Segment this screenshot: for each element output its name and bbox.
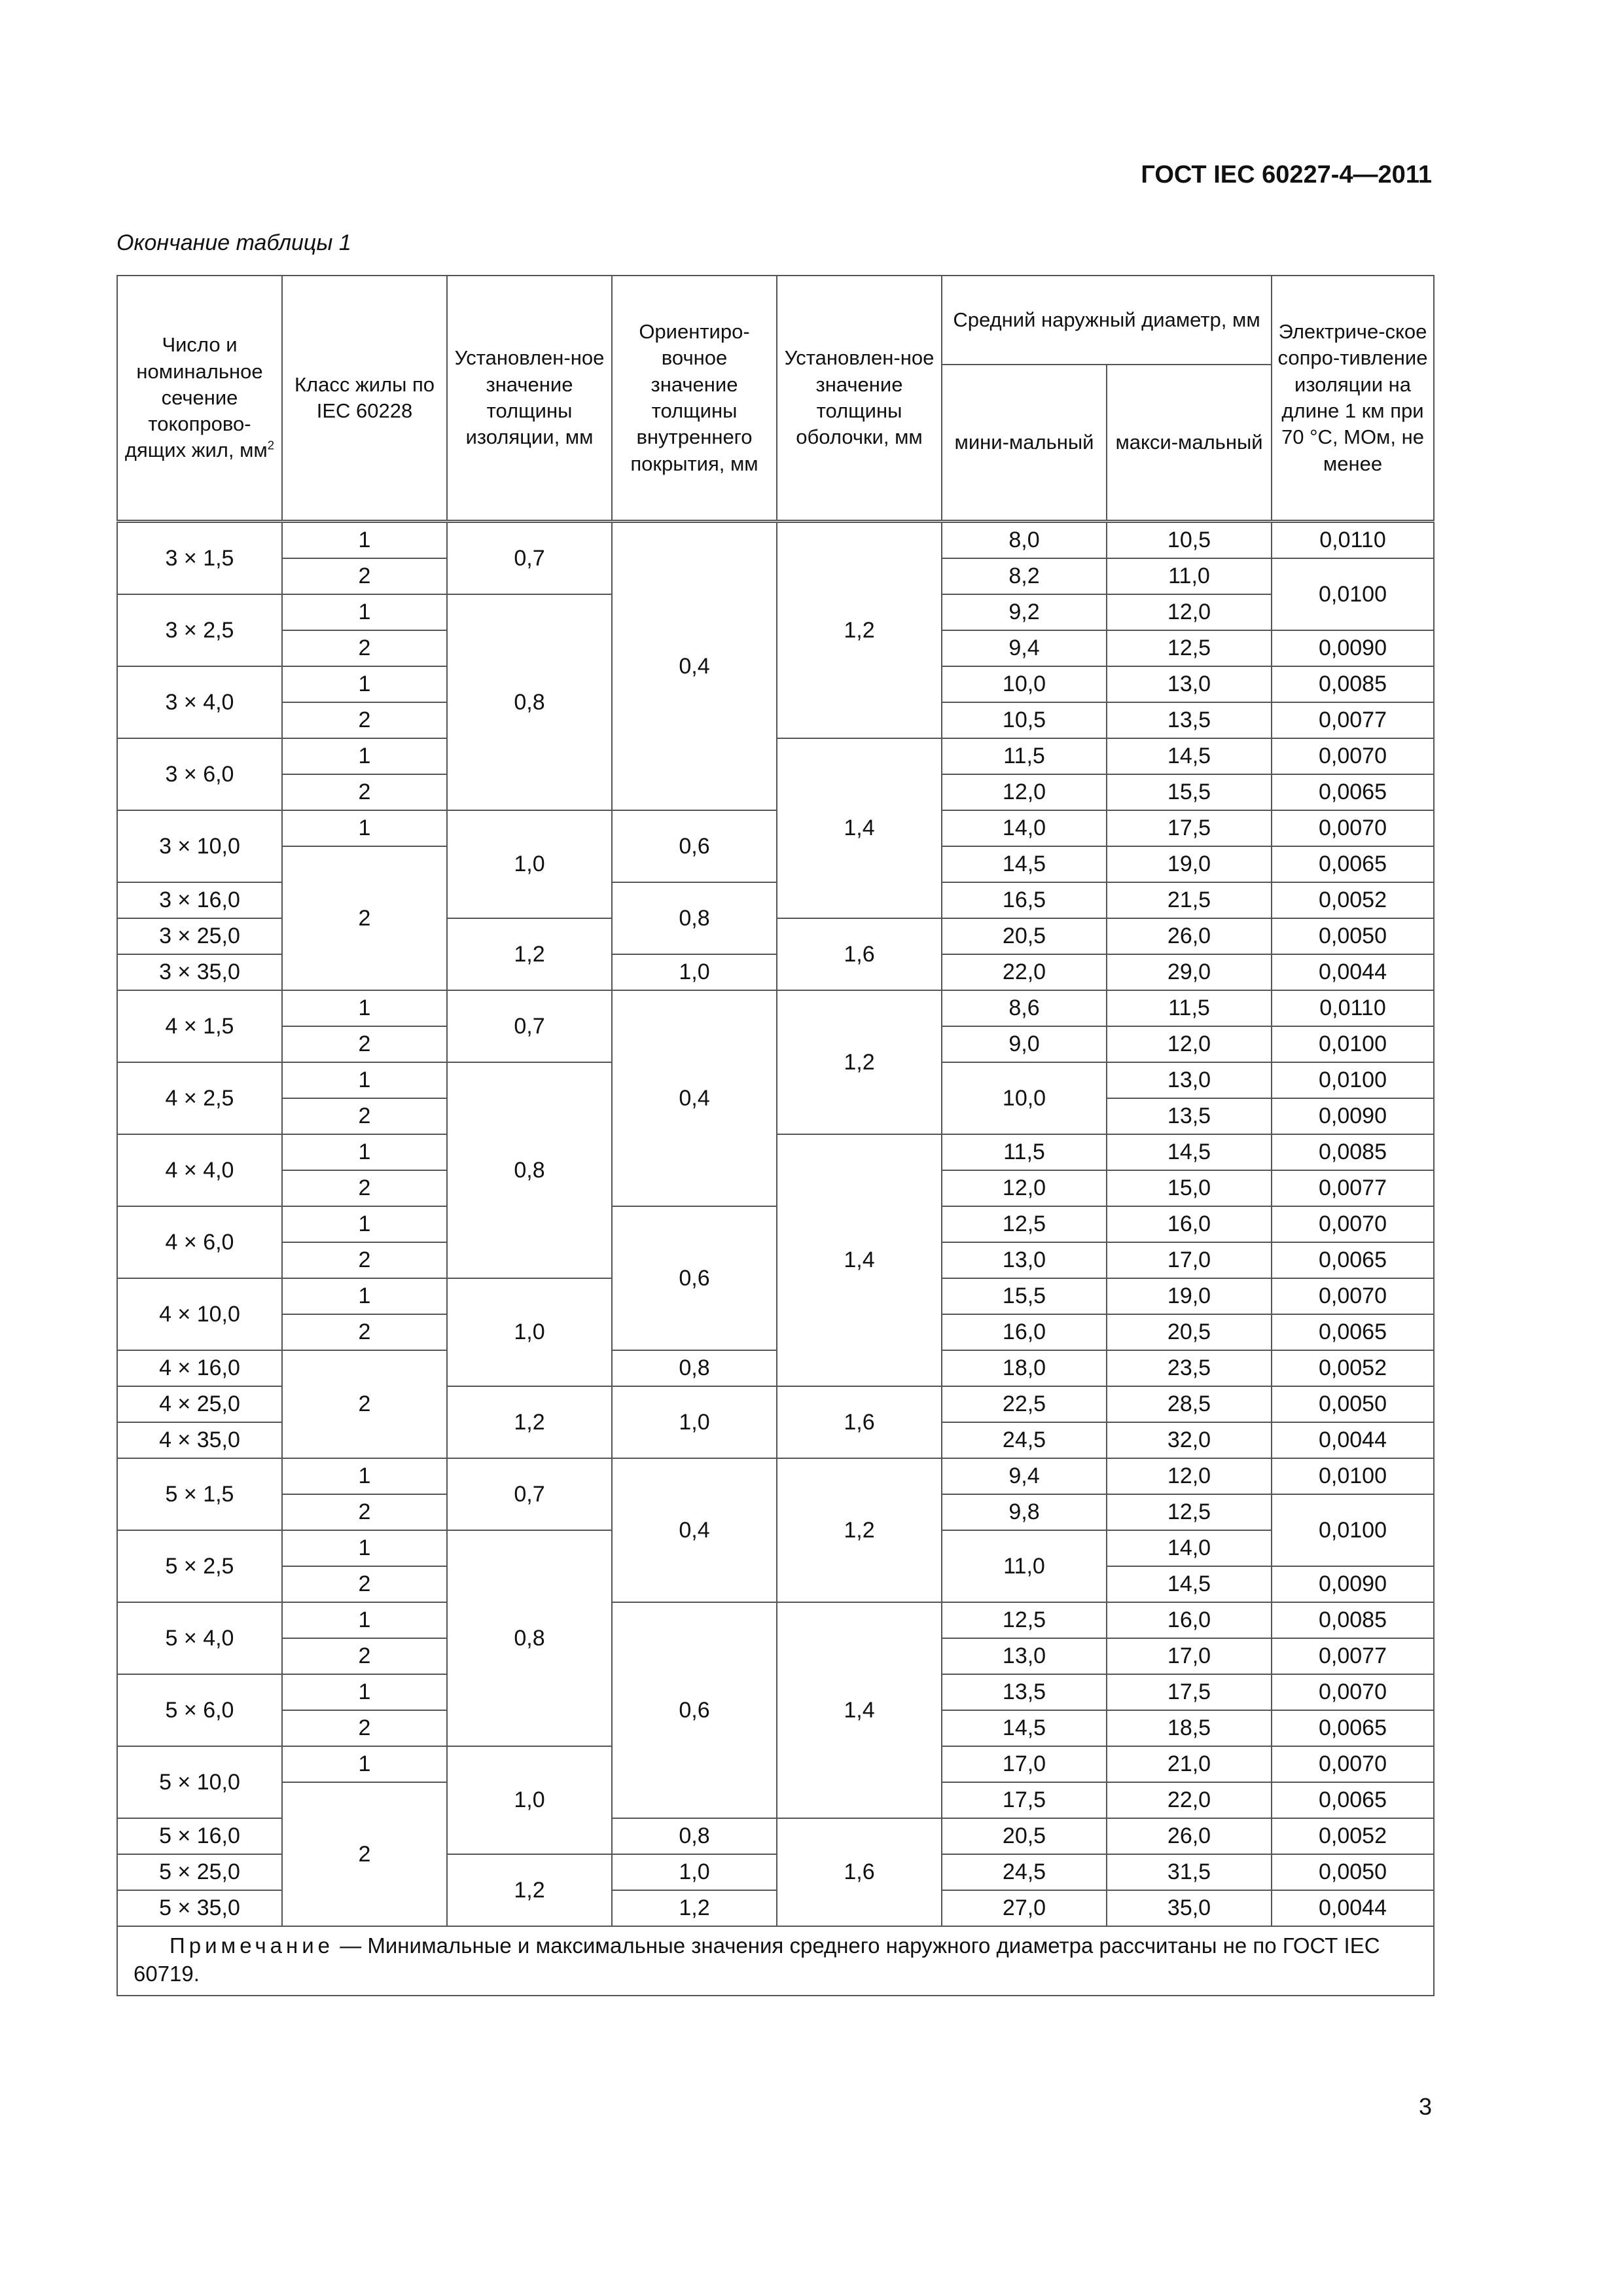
cell-class: 1 (282, 1206, 447, 1242)
cell-section: 4 × 2,5 (117, 1062, 282, 1134)
cell-resistance: 0,0100 (1272, 1026, 1434, 1062)
cell-class: 1 (282, 1746, 447, 1782)
cell-resistance: 0,0065 (1272, 1242, 1434, 1278)
col-header-resistance: Электриче-ское сопро-тивление изоляции на длине 1 км при 70 °С, МОм, не менее (1272, 276, 1434, 522)
cell-inner-covering: 0,4 (612, 522, 777, 811)
cell-dmin: 13,5 (942, 1674, 1107, 1710)
col-header-diameter: Средний наружный диаметр, мм (942, 276, 1272, 365)
cell-dmax: 12,0 (1107, 594, 1272, 630)
cell-dmax: 12,5 (1107, 1494, 1272, 1530)
cell-dmax: 32,0 (1107, 1422, 1272, 1458)
cell-class: 1 (282, 1458, 447, 1494)
cell-inner-covering: 1,0 (612, 954, 777, 990)
cell-class: 1 (282, 810, 447, 846)
cell-inner-covering: 0,6 (612, 1602, 777, 1818)
cell-dmax: 14,0 (1107, 1530, 1272, 1566)
cell-dmax: 21,0 (1107, 1746, 1272, 1782)
cell-dmin: 9,4 (942, 630, 1107, 666)
cell-dmax: 26,0 (1107, 918, 1272, 954)
cell-dmax: 12,0 (1107, 1026, 1272, 1062)
cell-resistance: 0,0100 (1272, 558, 1434, 630)
cell-dmin: 9,8 (942, 1494, 1107, 1530)
cell-dmin: 9,4 (942, 1458, 1107, 1494)
cell-inner-covering: 0,8 (612, 1818, 777, 1854)
cell-dmin: 20,5 (942, 918, 1107, 954)
cell-section: 5 × 6,0 (117, 1674, 282, 1746)
cell-section: 3 × 1,5 (117, 522, 282, 595)
cell-section: 5 × 25,0 (117, 1854, 282, 1890)
cell-dmin: 24,5 (942, 1854, 1107, 1890)
cell-section: 3 × 4,0 (117, 666, 282, 738)
cell-dmax: 17,0 (1107, 1638, 1272, 1674)
cell-sheath: 1,2 (777, 1458, 942, 1602)
cell-resistance: 0,0065 (1272, 846, 1434, 882)
cell-class: 1 (282, 1674, 447, 1710)
cell-resistance: 0,0100 (1272, 1458, 1434, 1494)
cell-resistance: 0,0070 (1272, 738, 1434, 774)
cell-inner-covering: 0,6 (612, 1206, 777, 1350)
cell-section: 3 × 2,5 (117, 594, 282, 666)
col-header-class: Класс жилы по IEC 60228 (282, 276, 447, 522)
cell-class: 2 (282, 558, 447, 594)
cell-section: 5 × 1,5 (117, 1458, 282, 1530)
cell-dmin: 22,0 (942, 954, 1107, 990)
cell-section: 4 × 6,0 (117, 1206, 282, 1278)
cell-dmax: 17,5 (1107, 810, 1272, 846)
cell-class: 2 (282, 702, 447, 738)
cell-inner-covering: 0,8 (612, 1350, 777, 1386)
cell-dmax: 13,5 (1107, 1098, 1272, 1134)
page-number: 3 (1418, 2093, 1432, 2120)
cell-dmin: 15,5 (942, 1278, 1107, 1314)
cell-section: 4 × 25,0 (117, 1386, 282, 1422)
cell-dmin: 8,2 (942, 558, 1107, 594)
cell-dmax: 31,5 (1107, 1854, 1272, 1890)
cell-dmax: 28,5 (1107, 1386, 1272, 1422)
cell-class: 1 (282, 1602, 447, 1638)
cell-section: 3 × 25,0 (117, 918, 282, 954)
cell-class: 2 (282, 1026, 447, 1062)
cell-insulation: 1,0 (447, 1746, 612, 1854)
col-header-max: макси-мальный (1107, 365, 1272, 522)
cell-insulation: 0,7 (447, 522, 612, 595)
cell-class: 1 (282, 1530, 447, 1566)
cell-section: 3 × 10,0 (117, 810, 282, 882)
cell-insulation: 0,8 (447, 1530, 612, 1746)
cell-dmax: 29,0 (1107, 954, 1272, 990)
cell-dmin: 9,2 (942, 594, 1107, 630)
cell-dmin: 13,0 (942, 1638, 1107, 1674)
cell-dmax: 14,5 (1107, 1566, 1272, 1602)
cell-resistance: 0,0044 (1272, 1890, 1434, 1926)
table-note (117, 1926, 1434, 1996)
cell-class: 1 (282, 1278, 447, 1314)
col-header-inner-covering: Ориентиро-вочное значение толщины внутреннего покрытия, мм (612, 276, 777, 522)
cell-class: 2 (282, 1710, 447, 1746)
cell-resistance: 0,0090 (1272, 630, 1434, 666)
cell-class: 1 (282, 594, 447, 630)
cell-dmax: 13,0 (1107, 666, 1272, 702)
cell-section: 5 × 10,0 (117, 1746, 282, 1818)
cell-resistance: 0,0110 (1272, 990, 1434, 1026)
cell-resistance: 0,0065 (1272, 1710, 1434, 1746)
cell-class: 2 (282, 1782, 447, 1926)
cell-dmin: 14,5 (942, 846, 1107, 882)
cell-dmin: 20,5 (942, 1818, 1107, 1854)
cell-class: 2 (282, 1566, 447, 1602)
cell-dmin: 13,0 (942, 1242, 1107, 1278)
cell-insulation: 0,7 (447, 990, 612, 1062)
note-text: — Минимальные и максимальные значения среднего наружного диаметра рассчитаны не по ГОСТ IEC 60719. (134, 1933, 1380, 1986)
cell-dmin: 18,0 (942, 1350, 1107, 1386)
cell-inner-covering: 1,0 (612, 1386, 777, 1458)
cell-insulation: 0,7 (447, 1458, 612, 1530)
cell-section: 4 × 10,0 (117, 1278, 282, 1350)
cable-data-table (116, 275, 1435, 1996)
cell-class: 1 (282, 1062, 447, 1098)
cell-dmin: 8,0 (942, 522, 1107, 559)
cell-dmax: 14,5 (1107, 1134, 1272, 1170)
cell-insulation: 1,2 (447, 918, 612, 990)
cell-resistance: 0,0044 (1272, 954, 1434, 990)
cell-resistance: 0,0050 (1272, 1386, 1434, 1422)
cell-dmin: 9,0 (942, 1026, 1107, 1062)
cell-resistance: 0,0044 (1272, 1422, 1434, 1458)
cell-dmin: 12,0 (942, 1170, 1107, 1206)
note-label: Примечание (169, 1933, 334, 1958)
cell-dmin: 17,0 (942, 1746, 1107, 1782)
cell-dmax: 19,0 (1107, 846, 1272, 882)
cell-class: 2 (282, 1170, 447, 1206)
cell-dmin: 16,0 (942, 1314, 1107, 1350)
cell-dmax: 17,0 (1107, 1242, 1272, 1278)
cell-inner-covering: 0,6 (612, 810, 777, 882)
cell-inner-covering: 1,2 (612, 1890, 777, 1926)
cell-insulation: 1,0 (447, 810, 612, 918)
cell-dmax: 11,5 (1107, 990, 1272, 1026)
cell-class: 2 (282, 1638, 447, 1674)
cell-dmin: 11,0 (942, 1530, 1107, 1602)
cell-resistance: 0,0070 (1272, 1746, 1434, 1782)
cell-sheath: 1,2 (777, 522, 942, 739)
cell-dmax: 26,0 (1107, 1818, 1272, 1854)
cell-resistance: 0,0077 (1272, 1638, 1434, 1674)
cell-class: 1 (282, 1134, 447, 1170)
cell-dmax: 16,0 (1107, 1602, 1272, 1638)
cell-inner-covering: 0,4 (612, 990, 777, 1206)
cell-resistance: 0,0070 (1272, 810, 1434, 846)
cell-section: 4 × 16,0 (117, 1350, 282, 1386)
cell-resistance: 0,0100 (1272, 1062, 1434, 1098)
cell-class: 1 (282, 738, 447, 774)
cell-dmax: 13,0 (1107, 1062, 1272, 1098)
cell-dmax: 10,5 (1107, 522, 1272, 559)
cell-dmax: 15,5 (1107, 774, 1272, 810)
cell-dmin: 12,5 (942, 1602, 1107, 1638)
cell-insulation: 1,0 (447, 1278, 612, 1386)
cell-sheath: 1,6 (777, 1818, 942, 1926)
cell-inner-covering: 0,8 (612, 882, 777, 954)
cell-sheath: 1,6 (777, 918, 942, 990)
cell-dmin: 11,5 (942, 738, 1107, 774)
cell-section: 4 × 4,0 (117, 1134, 282, 1206)
cell-sheath: 1,4 (777, 738, 942, 918)
cell-resistance: 0,0090 (1272, 1566, 1434, 1602)
col-header-sheath: Установлен-ное значение толщины оболочки, мм (777, 276, 942, 522)
cell-sheath: 1,2 (777, 990, 942, 1134)
cell-resistance: 0,0090 (1272, 1098, 1434, 1134)
cell-class: 2 (282, 846, 447, 990)
cell-section: 5 × 4,0 (117, 1602, 282, 1674)
cell-dmin: 10,5 (942, 702, 1107, 738)
cell-dmin: 10,0 (942, 1062, 1107, 1134)
cell-class: 2 (282, 1314, 447, 1350)
cell-inner-covering: 1,0 (612, 1854, 777, 1890)
cell-section: 5 × 2,5 (117, 1530, 282, 1602)
document-header: ГОСТ IEC 60227-4—2011 (1141, 161, 1432, 188)
cell-dmax: 15,0 (1107, 1170, 1272, 1206)
cell-resistance: 0,0052 (1272, 1818, 1434, 1854)
cell-section: 5 × 16,0 (117, 1818, 282, 1854)
cell-resistance: 0,0085 (1272, 1602, 1434, 1638)
cell-section: 4 × 35,0 (117, 1422, 282, 1458)
cell-insulation: 0,8 (447, 1062, 612, 1278)
cell-dmin: 17,5 (942, 1782, 1107, 1818)
cell-dmin: 27,0 (942, 1890, 1107, 1926)
cell-sheath: 1,6 (777, 1386, 942, 1458)
cell-class: 1 (282, 990, 447, 1026)
cell-resistance: 0,0065 (1272, 1314, 1434, 1350)
cell-dmin: 14,5 (942, 1710, 1107, 1746)
cell-insulation: 1,2 (447, 1386, 612, 1458)
cell-resistance: 0,0070 (1272, 1206, 1434, 1242)
cell-insulation: 1,2 (447, 1854, 612, 1926)
cell-dmax: 13,5 (1107, 702, 1272, 738)
cell-resistance: 0,0065 (1272, 774, 1434, 810)
cell-dmax: 12,5 (1107, 630, 1272, 666)
cell-dmax: 21,5 (1107, 882, 1272, 918)
cell-class: 2 (282, 774, 447, 810)
cell-dmax: 17,5 (1107, 1674, 1272, 1710)
cell-dmin: 16,5 (942, 882, 1107, 918)
cell-dmin: 10,0 (942, 666, 1107, 702)
cell-resistance: 0,0052 (1272, 882, 1434, 918)
cell-dmax: 18,5 (1107, 1710, 1272, 1746)
cell-class: 1 (282, 666, 447, 702)
cell-dmax: 11,0 (1107, 558, 1272, 594)
cell-section: 4 × 1,5 (117, 990, 282, 1062)
cell-dmin: 8,6 (942, 990, 1107, 1026)
cell-class: 2 (282, 1098, 447, 1134)
cell-dmin: 11,5 (942, 1134, 1107, 1170)
cell-dmax: 35,0 (1107, 1890, 1272, 1926)
cell-dmin: 12,5 (942, 1206, 1107, 1242)
cell-dmin: 12,0 (942, 774, 1107, 810)
cell-class: 2 (282, 630, 447, 666)
table-caption: Окончание таблицы 1 (116, 230, 351, 255)
col-header-insulation: Установлен-ное значение толщины изоляции, мм (447, 276, 612, 522)
cell-resistance: 0,0050 (1272, 918, 1434, 954)
cell-class: 1 (282, 522, 447, 559)
cell-section: 3 × 35,0 (117, 954, 282, 990)
cell-dmax: 20,5 (1107, 1314, 1272, 1350)
cell-resistance: 0,0065 (1272, 1782, 1434, 1818)
col-header-min: мини-мальный (942, 365, 1107, 522)
cell-dmin: 14,0 (942, 810, 1107, 846)
cell-insulation: 0,8 (447, 594, 612, 810)
cell-resistance: 0,0085 (1272, 1134, 1434, 1170)
cell-sheath: 1,4 (777, 1134, 942, 1386)
cell-section: 5 × 35,0 (117, 1890, 282, 1926)
cell-dmax: 14,5 (1107, 738, 1272, 774)
cell-dmax: 12,0 (1107, 1458, 1272, 1494)
cell-resistance: 0,0100 (1272, 1494, 1434, 1566)
cell-inner-covering: 0,4 (612, 1458, 777, 1602)
col-header-section: Число и номинальное сечение токопрово-дящих жил, $мм^2$ (117, 276, 282, 522)
cell-dmax: 16,0 (1107, 1206, 1272, 1242)
cell-sheath: 1,4 (777, 1602, 942, 1818)
cell-class: 2 (282, 1494, 447, 1530)
cell-resistance: 0,0070 (1272, 1278, 1434, 1314)
cell-class: 2 (282, 1350, 447, 1458)
cell-class: 2 (282, 1242, 447, 1278)
cell-dmax: 23,5 (1107, 1350, 1272, 1386)
cell-resistance: 0,0077 (1272, 1170, 1434, 1206)
cell-resistance: 0,0085 (1272, 666, 1434, 702)
cell-section: 3 × 16,0 (117, 882, 282, 918)
cell-dmax: 19,0 (1107, 1278, 1272, 1314)
cell-dmin: 24,5 (942, 1422, 1107, 1458)
cell-resistance: 0,0070 (1272, 1674, 1434, 1710)
table-container (116, 275, 1433, 1996)
cell-resistance: 0,0052 (1272, 1350, 1434, 1386)
cell-resistance: 0,0050 (1272, 1854, 1434, 1890)
cell-dmin: 22,5 (942, 1386, 1107, 1422)
cell-resistance: 0,0110 (1272, 522, 1434, 559)
cell-dmax: 22,0 (1107, 1782, 1272, 1818)
cell-section: 3 × 6,0 (117, 738, 282, 810)
cell-resistance: 0,0077 (1272, 702, 1434, 738)
